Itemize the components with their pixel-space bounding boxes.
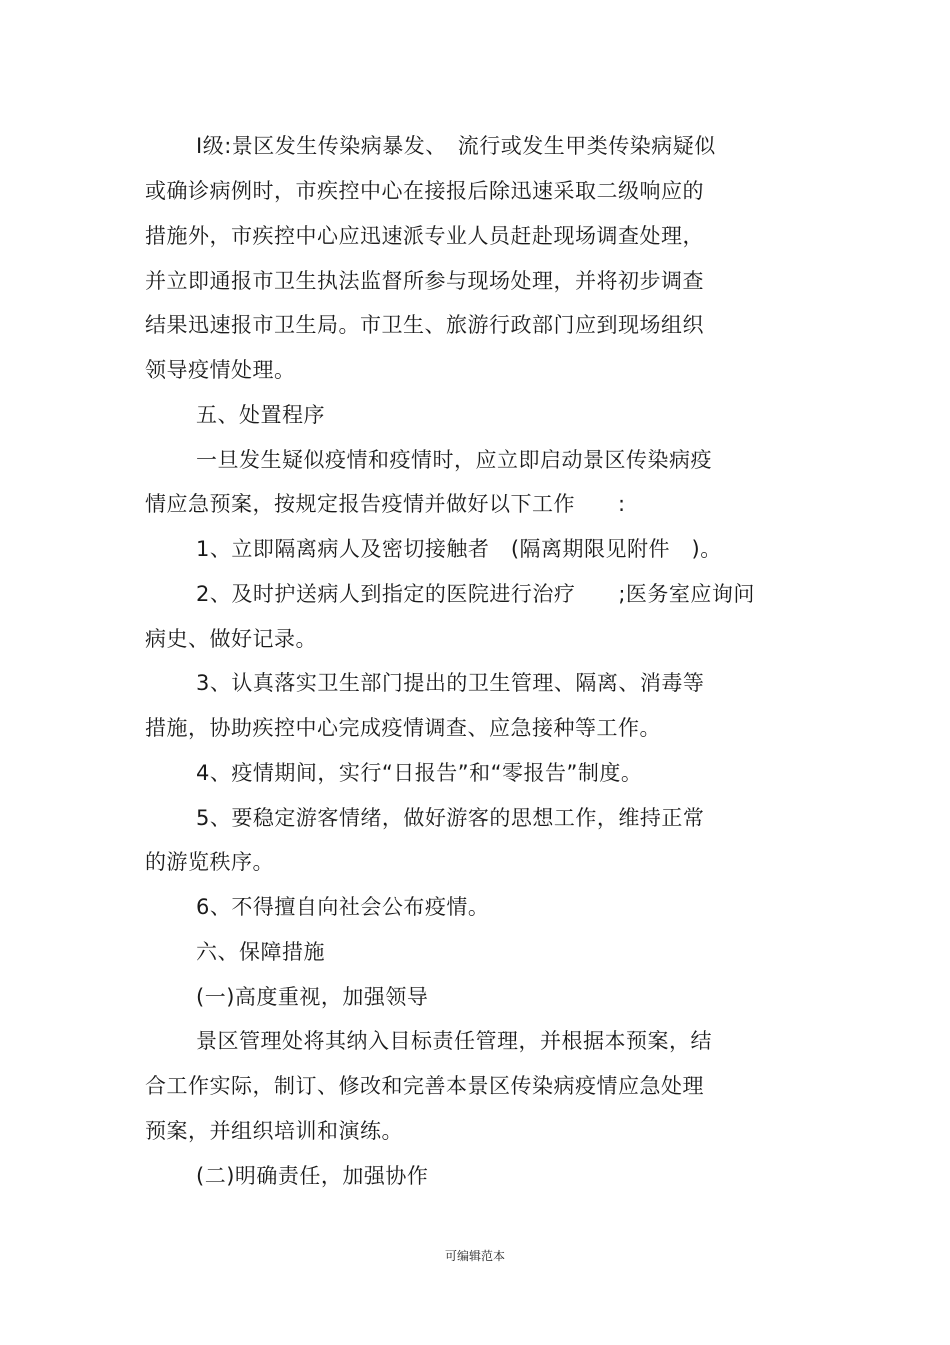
subsection-heading: (一)高度重视，加强领导 bbox=[196, 985, 429, 1009]
subsection-heading: (二)明确责任，加强协作 bbox=[196, 1164, 429, 1188]
text-line: 措施，协助疾控中心完成疫情调查、应急接种等工作。 bbox=[145, 716, 661, 740]
section-heading: 六、保障措施 bbox=[196, 940, 325, 964]
text-line: 措施外，市疾控中心应迅速派专业人员赶赴现场调查处理， bbox=[145, 224, 704, 248]
list-item: 3、认真落实卫生部门提出的卫生管理、隔离、消毒等 bbox=[196, 671, 705, 695]
text-line: 并立即通报市卫生执法监督所参与现场处理，并将初步调查 bbox=[145, 269, 704, 293]
list-item: 1、立即隔离病人及密切接触者 (隔离期限见附件 )。 bbox=[196, 537, 722, 561]
text-line: 情应急预案，按规定报告疫情并做好以下工作 : bbox=[145, 492, 626, 516]
section-heading: 五、处置程序 bbox=[196, 403, 325, 427]
list-item: 6、不得擅自向社会公布疫情。 bbox=[196, 895, 490, 919]
list-item: 2、及时护送病人到指定的医院进行治疗 ;医务室应询问 bbox=[196, 582, 755, 606]
list-item: 5、要稳定游客情绪，做好游客的思想工作，维持正常 bbox=[196, 806, 705, 830]
text-line: 的游览秩序。 bbox=[145, 850, 274, 874]
list-item: 4、疫情期间，实行“日报告”和“零报告”制度。 bbox=[196, 761, 643, 785]
text-line: 或确诊病例时，市疾控中心在接报后除迅速采取二级响应的 bbox=[145, 179, 704, 203]
page-footer: 可编辑范本 bbox=[444, 1249, 505, 1263]
text-line: 预案，并组织培训和演练。 bbox=[145, 1119, 403, 1143]
text-line: 领导疫情处理。 bbox=[145, 358, 296, 382]
text-line: 一旦发生疑似疫情和疫情时，应立即启动景区传染病疫 bbox=[196, 448, 712, 472]
text-line: 病史、做好记录。 bbox=[145, 627, 317, 651]
text-line: Ⅰ级:景区发生传染病暴发、 流行或发生甲类传染病疑似 bbox=[196, 134, 716, 158]
text-line: 合工作实际，制订、修改和完善本景区传染病疫情应急处理 bbox=[145, 1074, 704, 1098]
text-line: 结果迅速报市卫生局。市卫生、旅游行政部门应到现场组织 bbox=[145, 313, 704, 337]
text-line: 景区管理处将其纳入目标责任管理，并根据本预案，结 bbox=[196, 1029, 712, 1053]
